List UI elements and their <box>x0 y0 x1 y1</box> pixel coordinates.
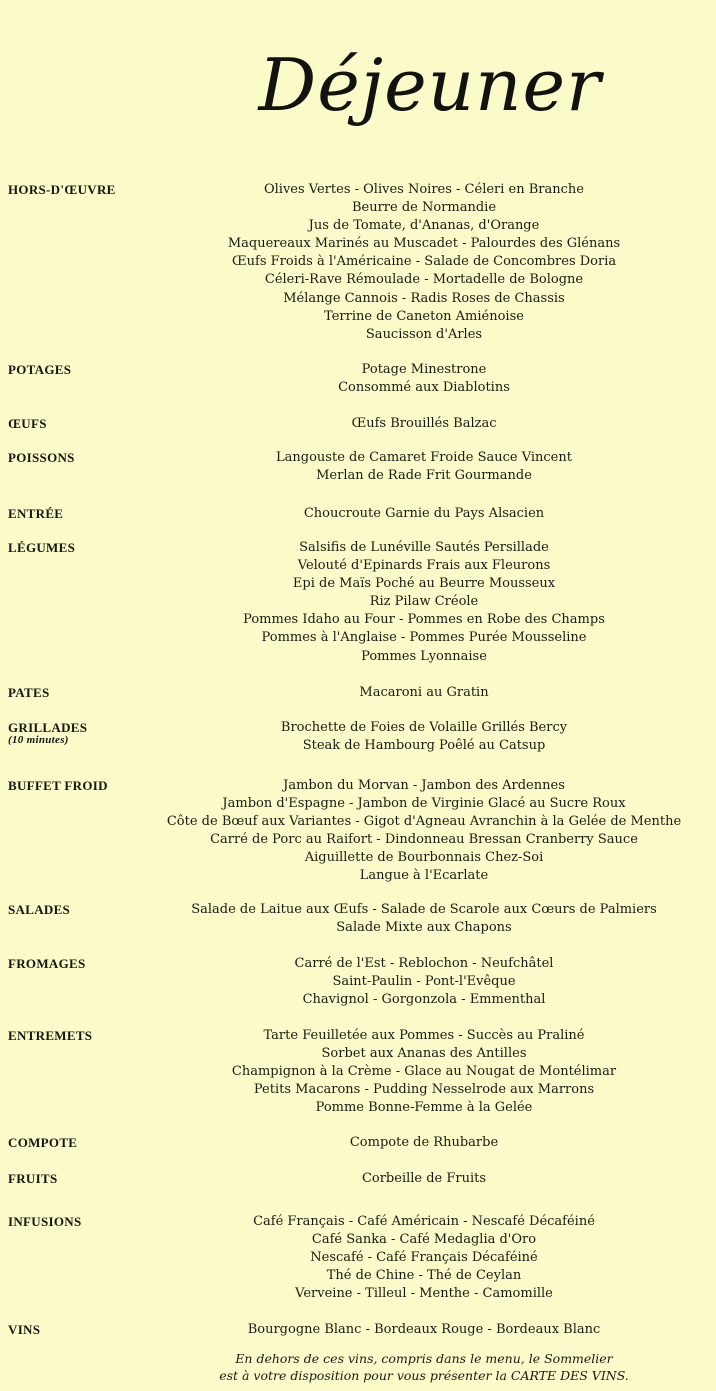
dish-line: Carré de l'Est - Reblochon - Neufchâtel <box>294 956 554 971</box>
dish-line: Café Sanka - Café Medaglia d'Oro <box>311 1232 537 1248</box>
dish-line: Aiguillette de Bourbonnais Chez-Soi <box>304 850 544 866</box>
dish-line: Carré de Porc au Raifort - Dindonneau Bressan Cranberry Sauce <box>210 832 638 848</box>
dish-line: Corbeille de Fruits <box>361 1171 487 1186</box>
dish-line: Jambon d'Espagne - Jambon de Virginie Glacé au Sucre Roux <box>222 796 626 812</box>
menu-section <box>0 777 716 886</box>
section-heading <box>8 449 75 467</box>
dish-line: Macaroni au Gratin <box>359 685 489 700</box>
menu-section <box>0 1321 716 1339</box>
section-heading-label: VINS <box>8 1322 41 1337</box>
dish-line: Compote de Rhubarbe <box>349 1135 499 1150</box>
section-heading-label: ENTRÉE <box>8 506 64 521</box>
dish-list <box>132 449 716 485</box>
dish-line: Chavignol - Gorgonzola - Emmenthal <box>302 992 546 1008</box>
dish-list <box>132 719 716 755</box>
menu-section <box>0 955 716 1009</box>
dish-line: Brochette de Foies de Volaille Grillés Bercy <box>280 720 568 735</box>
section-heading <box>8 505 63 523</box>
section-heading-label: INFUSIONS <box>8 1214 82 1229</box>
section-heading-label: HORS-D'ŒUVRE <box>8 182 116 197</box>
section-heading <box>8 719 87 746</box>
dish-line: Pommes Idaho au Four - Pommes en Robe des Champs <box>243 612 605 628</box>
section-heading <box>8 684 49 702</box>
dish-line: Maquereaux Marinés au Muscadet - Palourdes des Glénans <box>227 236 621 252</box>
dish-line: Petits Macarons - Pudding Nesselrode aux Marrons <box>253 1082 595 1098</box>
dish-line: Beurre de Normandie <box>351 200 497 216</box>
dish-line: Riz Pilaw Créole <box>369 594 479 610</box>
menu-section <box>0 1170 716 1188</box>
dish-list <box>132 505 716 523</box>
dish-line: Nescafé - Café Français Décaféiné <box>310 1250 538 1266</box>
dish-line: Salsifis de Lunéville Sautés Persillade <box>299 540 549 555</box>
dish-line: Consommé aux Diablotins <box>338 380 510 396</box>
section-heading-label: FRUITS <box>8 1171 58 1186</box>
dish-line: Verveine - Tilleul - Menthe - Camomille <box>295 1286 553 1302</box>
section-heading <box>8 415 47 433</box>
dish-line: Œufs Brouillés Balzac <box>351 416 497 431</box>
dish-line: Céleri-Rave Rémoulade - Mortadelle de Bologne <box>264 272 584 288</box>
menu-section <box>0 449 716 485</box>
dish-list <box>132 955 716 1009</box>
wine-note-line-1: En dehors de ces vins, compris dans le menu, le Sommelier <box>235 1351 613 1366</box>
dish-line: Steak de Hambourg Poêlé au Catsup <box>302 738 546 754</box>
section-heading-label: GRILLADES <box>8 720 88 735</box>
dish-line: Mélange Cannois - Radis Roses de Chassis <box>283 290 565 306</box>
section-heading-note: (10 minutes) <box>8 734 69 746</box>
dish-line: Café Français - Café Américain - Nescafé Décaféiné <box>253 1214 595 1229</box>
section-heading <box>8 539 75 557</box>
dish-line: Sorbet aux Ananas des Antilles <box>321 1046 527 1062</box>
section-heading-label: SALADES <box>8 902 71 917</box>
section-heading <box>8 1027 92 1045</box>
dish-line: Champignon à la Crème - Glace au Nougat de Montélimar <box>231 1064 617 1080</box>
dish-list <box>132 1170 716 1188</box>
menu-section <box>0 1027 716 1118</box>
section-heading <box>8 181 116 199</box>
dish-line: Salade Mixte aux Chapons <box>336 920 512 936</box>
dish-list <box>132 901 716 937</box>
dish-list <box>132 1134 716 1152</box>
dish-line: Epi de Maïs Poché au Beurre Mousseux <box>292 576 556 592</box>
section-heading-label: POISSONS <box>8 450 75 465</box>
section-heading-label: POTAGES <box>8 362 72 377</box>
dish-list <box>132 361 716 397</box>
section-heading <box>8 361 71 379</box>
dish-list <box>132 539 716 666</box>
section-heading <box>8 1213 82 1231</box>
dish-list <box>132 1027 716 1117</box>
menu-section <box>0 361 716 397</box>
dish-list <box>132 777 716 886</box>
dish-list <box>132 181 716 344</box>
menu-section <box>0 1213 716 1304</box>
wine-note-line-2: est à votre disposition pour vous présenter la CARTE DES VINS. <box>219 1368 629 1383</box>
dish-line: Velouté d'Epinards Frais aux Fleurons <box>297 558 551 574</box>
dish-list <box>132 684 716 702</box>
section-heading-label: LÉGUMES <box>8 540 76 555</box>
dish-list <box>132 1321 716 1339</box>
dish-line: Œufs Froids à l'Américaine - Salade de Concombres Doria <box>231 254 617 270</box>
section-heading <box>8 955 86 973</box>
section-heading-label: ŒUFS <box>8 416 47 431</box>
dish-line: Merlan de Rade Frit Gourmande <box>316 468 532 484</box>
section-heading-label: PATES <box>8 685 50 700</box>
dish-line: Thé de Chine - Thé de Ceylan <box>326 1268 522 1284</box>
dish-line: Pomme Bonne-Femme à la Gelée <box>315 1100 533 1116</box>
dish-list <box>132 415 716 433</box>
menu-section <box>0 539 716 666</box>
dish-line: Côte de Bœuf aux Variantes - Gigot d'Agneau Avranchin à la Gelée de Menthe <box>166 814 682 830</box>
section-heading-label: FROMAGES <box>8 956 86 971</box>
dish-line: Pommes Lyonnaise <box>361 648 487 664</box>
section-heading <box>8 901 70 919</box>
dish-line: Choucroute Garnie du Pays Alsacien <box>303 506 545 521</box>
dish-line: Bourgogne Blanc - Bordeaux Rouge - Bordeaux Blanc <box>247 1322 601 1337</box>
dish-line: Salade de Laitue aux Œufs - Salade de Scarole aux Cœurs de Palmiers <box>191 902 657 917</box>
section-heading-label: ENTREMETS <box>8 1028 93 1043</box>
dish-line: Saucisson d'Arles <box>365 326 483 342</box>
dish-line: Terrine de Caneton Amiénoise <box>324 308 524 324</box>
dish-line: Olives Vertes - Olives Noires - Céleri en Branche <box>263 182 584 197</box>
section-heading <box>8 777 108 795</box>
dish-line: Pommes à l'Anglaise - Pommes Purée Mousseline <box>261 630 587 646</box>
dish-line: Langue à l'Ecarlate <box>359 868 489 884</box>
wine-note <box>132 1350 716 1384</box>
menu-title: Déjeuner <box>258 43 602 127</box>
dish-line: Jambon du Morvan - Jambon des Ardennes <box>283 778 565 793</box>
menu-section <box>0 415 716 433</box>
dish-line: Tarte Feuilletée aux Pommes - Succès au Praliné <box>263 1028 585 1043</box>
menu-section <box>0 505 716 523</box>
dish-line: Potage Minestrone <box>361 362 487 377</box>
menu-section <box>0 1134 716 1152</box>
dish-line: Langouste de Camaret Froide Sauce Vincent <box>276 450 572 465</box>
section-heading <box>8 1321 40 1339</box>
dish-line: Saint-Paulin - Pont-l'Evêque <box>332 974 516 990</box>
menu-section <box>0 181 716 344</box>
menu-section <box>0 901 716 937</box>
section-heading <box>8 1134 77 1152</box>
dish-list <box>132 1213 716 1303</box>
section-heading-label: COMPOTE <box>8 1135 78 1150</box>
dish-line: Jus de Tomate, d'Ananas, d'Orange <box>308 218 540 234</box>
section-heading-label: BUFFET FROID <box>8 778 108 793</box>
section-heading <box>8 1170 57 1188</box>
menu-section <box>0 684 716 702</box>
menu-section <box>0 719 716 755</box>
